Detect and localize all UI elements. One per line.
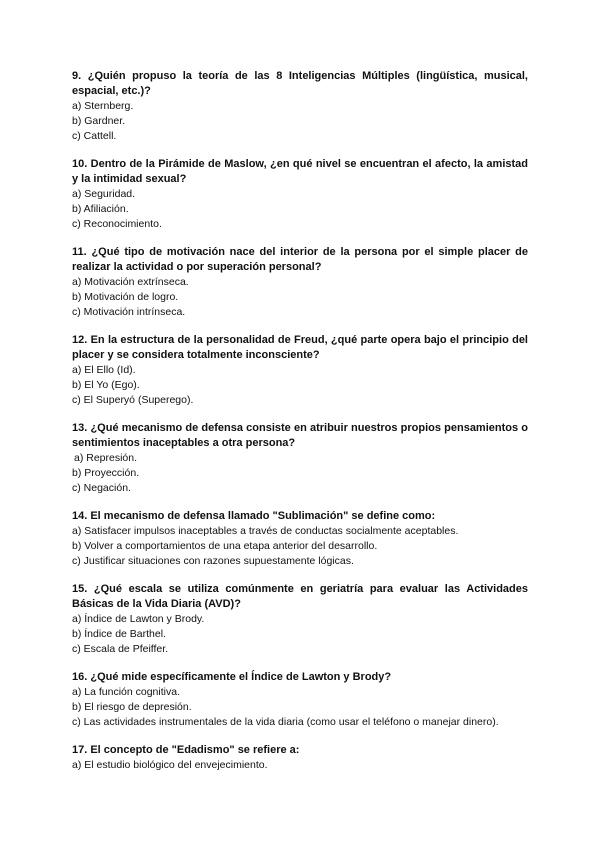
- question-15: [72, 582, 528, 657]
- answer-option: a) La función cognitiva.: [72, 686, 180, 698]
- question-16: [72, 670, 528, 730]
- question-12: [72, 333, 528, 408]
- answer-option: c) Motivación intrínseca.: [72, 306, 186, 318]
- question-title: 16. ¿Qué mide específicamente el Índice de Lawton y Brody?: [72, 671, 392, 683]
- question-title: 11. ¿Qué tipo de motivación nace del interior de la persona por el simple placer de realizar la actividad o por superación personal?: [72, 246, 528, 273]
- answer-option: a) Índice de Lawton y Brody.: [72, 613, 205, 625]
- answer-option: c) Justificar situaciones con razones supuestamente lógicas.: [72, 555, 354, 567]
- answer-option: b) Gardner.: [72, 115, 126, 127]
- answer-option: c) Negación.: [72, 482, 131, 494]
- answer-option: b) El Yo (Ego).: [72, 379, 140, 391]
- question-title: 12. En la estructura de la personalidad de Freud, ¿qué parte opera bajo el principio del placer y se considera totalmente inconsciente?: [72, 334, 528, 361]
- question-9: [72, 69, 528, 144]
- question-11: [72, 245, 528, 320]
- answer-option: b) Motivación de logro.: [72, 291, 179, 303]
- question-14: [72, 509, 528, 569]
- answer-option: a) Represión.: [74, 452, 138, 464]
- question-10: [72, 157, 528, 232]
- answer-option: c) Cattell.: [72, 130, 117, 142]
- question-title: 17. El concepto de "Edadismo" se refiere a:: [72, 744, 300, 756]
- question-title: 9. ¿Quién propuso la teoría de las 8 Inteligencias Múltiples (lingüística, musical, espacial, etc.)?: [72, 70, 528, 97]
- question-17: [72, 743, 528, 773]
- question-title: 10. Dentro de la Pirámide de Maslow, ¿en qué nivel se encuentran el afecto, la amistad y la intimidad sexual?: [72, 158, 528, 185]
- answer-option: a) El Ello (Id).: [72, 364, 136, 376]
- answer-option: c) Reconocimiento.: [72, 218, 162, 230]
- question-title: 13. ¿Qué mecanismo de defensa consiste en atribuir nuestros propios pensamientos o sentimientos inaceptables a otra persona?: [72, 422, 528, 449]
- answer-option: a) El estudio biológico del envejecimiento.: [72, 759, 268, 771]
- answer-option: b) Volver a comportamientos de una etapa anterior del desarrollo.: [72, 540, 378, 552]
- question-title: 14. El mecanismo de defensa llamado "Sublimación" se define como:: [72, 510, 436, 522]
- question-list: [72, 69, 528, 786]
- answer-option: c) El Superyó (Superego).: [72, 394, 194, 406]
- answer-option: c) Escala de Pfeiffer.: [72, 643, 169, 655]
- answer-option: b) Afiliación.: [72, 203, 129, 215]
- answer-option: a) Satisfacer impulsos inaceptables a través de conductas socialmente aceptables.: [72, 525, 459, 537]
- answer-option: b) Proyección.: [72, 467, 140, 479]
- answer-option: a) Motivación extrínseca.: [72, 276, 189, 288]
- answer-option: a) Sternberg.: [72, 100, 134, 112]
- question-13: [72, 421, 528, 496]
- answer-option: b) Índice de Barthel.: [72, 628, 166, 640]
- answer-option: c) Las actividades instrumentales de la vida diaria (como usar el teléfono o manejar dinero).: [72, 716, 499, 728]
- answer-option: a) Seguridad.: [72, 188, 136, 200]
- question-title: 15. ¿Qué escala se utiliza comúnmente en geriatría para evaluar las Actividades Básicas de la Vida Diaria (AVD)?: [72, 583, 528, 610]
- answer-option: b) El riesgo de depresión.: [72, 701, 192, 713]
